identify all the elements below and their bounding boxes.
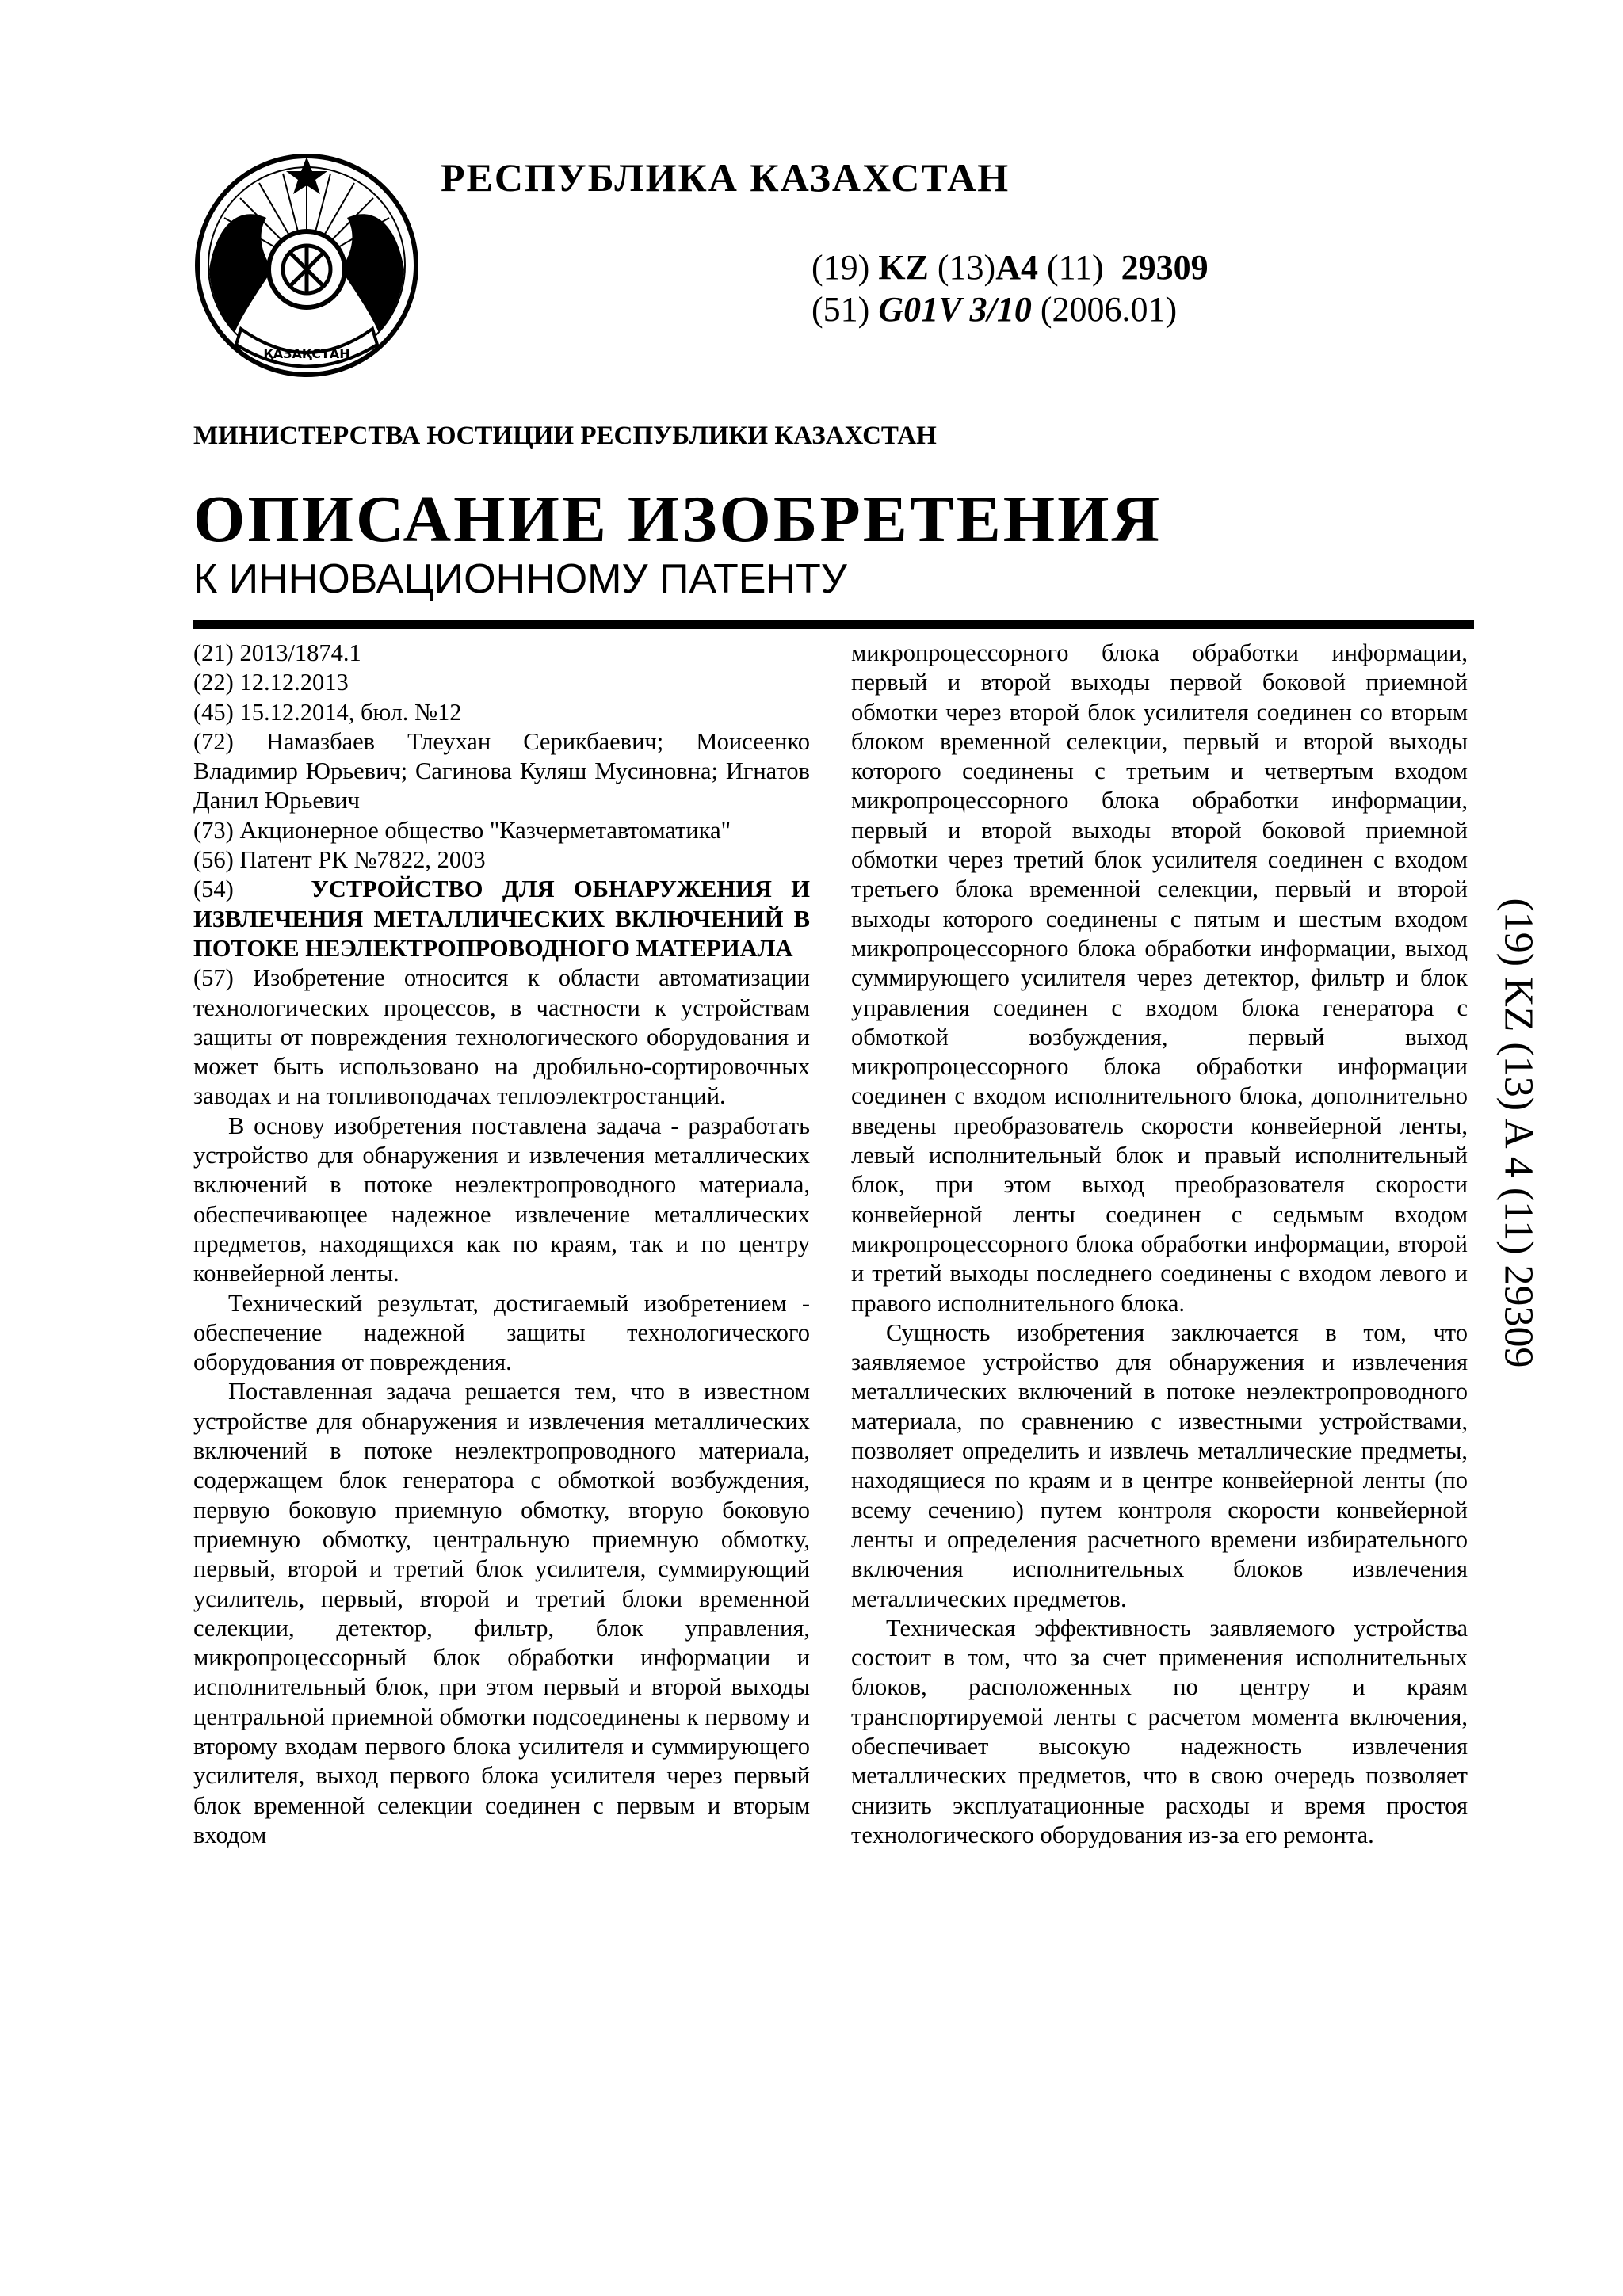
classification-line bbox=[812, 289, 1177, 330]
body-paragraph: В основу изобретения поставлена задача - разработать устройство для обнаружения и извлечения металлических включений в потоке неэлектропроводного материала, обеспечивающее надежное извлечение металлических предметов, находящихся как по краям, так и по центру конвейерной ленты. bbox=[193, 1112, 810, 1287]
publication-identifiers bbox=[812, 247, 1209, 288]
field-45: (45) 15.12.2014, бюл. №12 bbox=[193, 698, 462, 726]
field-22: (22) 12.12.2013 bbox=[193, 669, 349, 696]
document-subtitle: К ИННОВАЦИОННОМУ ПАТЕНТУ bbox=[193, 556, 847, 602]
body-paragraph: Поставленная задача решается тем, что в известном устройстве для обнаружения и извлечения металлических включений в потоке неэлектропроводного материала, содержащем блок генератора с обмоткой возбуждения, первую боковую приемную обмотку, вторую боковую приемную обмотку, центральную приемную обмотку, первый, второй и третий блок усилителя, суммирующий усилитель, первый, второй и третий блоки временной селекции, детектор, фильтр, блок управления, микропроцессорный блок обработки информации и исполнительный блок, при этом первый и второй выходы центральной приемной обмотки подсоединены к первому и второму входам первого блока усилителя и суммирующего усилителя, выход первого блока усилителя через первый блок временной селекции соединен с первым и вторым входом bbox=[193, 1378, 810, 1848]
country-name: РЕСПУБЛИКА КАЗАХСТАН bbox=[441, 155, 1010, 200]
field-54 bbox=[193, 875, 810, 963]
title-divider bbox=[193, 620, 1474, 629]
right-column bbox=[851, 639, 1468, 1850]
field-73-owner: (73) Акционерное общество "Казчерметавтоматика" bbox=[193, 816, 731, 844]
kind-code: А4 bbox=[995, 248, 1038, 287]
field-56-references: (56) Патент РК №7822, 2003 bbox=[193, 846, 486, 874]
patent-number: 29309 bbox=[1121, 248, 1209, 287]
code-13: (13) bbox=[937, 248, 996, 287]
abstract-paragraph: (57) Изобретение относится к области автоматизации технологических процессов, в частности к устройствам защиты от повреждения технологического оборудования и может быть использовано на дробильно-сортировочных заводах и на топливоподачах теплоэлектростанций. bbox=[193, 964, 810, 1110]
side-patent-number-text: (19) KZ (13) A 4 (11) 29309 bbox=[1495, 898, 1541, 1368]
field-54-code: (54) bbox=[193, 875, 234, 903]
code-51: (51) bbox=[812, 290, 870, 329]
document-title: ОПИСАНИЕ ИЗОБРЕТЕНИЯ bbox=[193, 482, 1163, 556]
body-paragraph: Техническая эффективность заявляемого устройства состоит в том, что за счет применения исполнительных блоков, расположенных по центру и краям транспортируемой ленты с расчетом момента включения, обеспечивает высокую надежность извлечения металлических предметов, что в свою очередь позволяет снизить эксплуатационные расходы и время простоя технологического оборудования из-за его ремонта. bbox=[851, 1614, 1468, 1848]
left-column bbox=[193, 639, 810, 1850]
field-21: (21) 2013/1874.1 bbox=[193, 639, 361, 666]
invention-title: УСТРОЙСТВО ДЛЯ ОБНАРУЖЕНИЯ И ИЗВЛЕЧЕНИЯ МЕТАЛЛИЧЕСКИХ ВКЛЮЧЕНИЙ В ПОТОКЕ НЕЭЛЕКТРОПРОВОДНОГО МАТЕРИАЛА bbox=[193, 875, 811, 962]
body-paragraph: Технический результат, достигаемый изобретением - обеспечение надежной защиты технологического оборудования от повреждения. bbox=[193, 1289, 810, 1376]
field-72-inventors: (72) Намазбаев Тлеухан Серикбаевич; Моисеенко Владимир Юрьевич; Сагинова Куляш Мусиновна; Игнатов Данил Юрьевич bbox=[193, 727, 810, 814]
body-paragraph: Сущность изобретения заключается в том, что заявляемое устройство для обнаружения и извлечения металлических включений в потоке неэлектропроводного материала, по сравнению с известными устройствами, позволяет определить и извлечь металлические предметы, находящиеся по краям и в центре конвейерной ленты (по всему сечению) путем контроля скорости конвейерной ленты и определения расчетного времени избирательного включения исполнительных блоков извлечения металлических предметов. bbox=[851, 1318, 1468, 1612]
state-emblem bbox=[193, 151, 420, 380]
ipc-version: (2006.01) bbox=[1040, 290, 1178, 329]
code-11: (11) bbox=[1046, 248, 1104, 287]
country-code: KZ bbox=[878, 248, 929, 287]
ministry-name: МИНИСТЕРСТВА ЮСТИЦИИ РЕСПУБЛИКИ КАЗАХСТАН bbox=[193, 421, 937, 450]
emblem-ribbon-text: ҚАЗАҚСТАН bbox=[263, 346, 350, 361]
ipc-class: G01V 3/10 bbox=[878, 290, 1032, 329]
code-19: (19) bbox=[812, 248, 870, 287]
body-paragraph: микропроцессорного блока обработки информации, первый и второй выходы первой боковой приемной обмотки через второй блок усилителя соединен со вторым блоком временной селекции, первый и второй выходы которого соединены с третьим и четвертым входом микропроцессорного блока обработки информации, первый и второй выходы второй боковой приемной обмотки через третий блок усилителя соединен с входом третьего блока временной селекции, первый и второй выходы которого соединены с пятым и шестым входом микропроцессорного блока обработки информации, выход суммирующего усилителя через детектор, фильтр и блок управления соединен с входом блока генератора с обмоткой возбуждения, первый выход микропроцессорного блока обработки информации соединен с входом исполнительного блока, дополнительно введены преобразователь скорости конвейерной ленты, левый исполнительный блок и правый исполнительный блок, при этом выход преобразователя скорости конвейерной ленты соединен с седьмым входом микропроцессорного блока обработки информации, второй и третий выходы последнего соединены с входом левого и правого исполнительного блока. bbox=[851, 639, 1468, 1317]
